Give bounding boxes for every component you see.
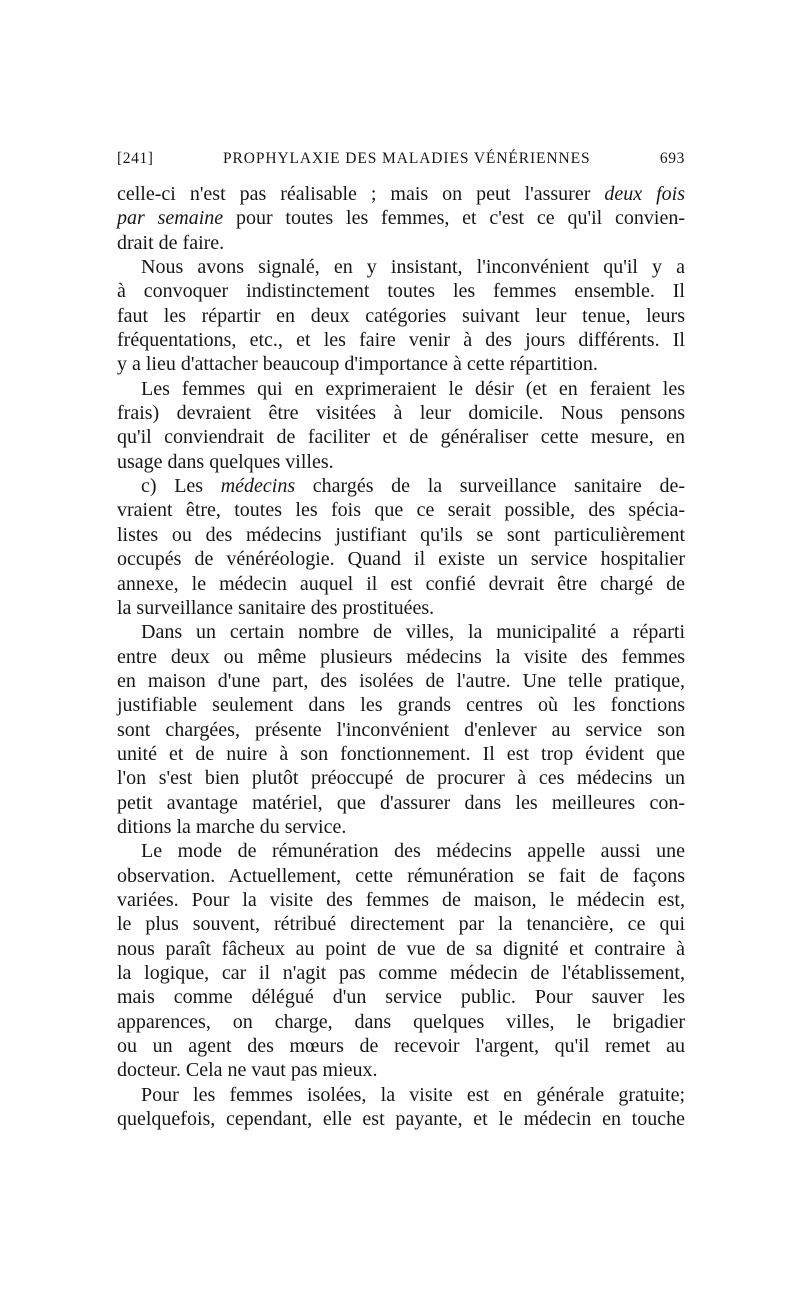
text-run: chargés de la surveillance sanitaire de- xyxy=(295,475,685,498)
italic-text: par semaine xyxy=(117,207,224,230)
text-run: Pour les femmes isolées, la visite est en générale gratuite; xyxy=(141,1083,685,1106)
page-reference: [241] xyxy=(117,150,154,167)
text-run: Nous avons signalé, en y insistant, l'inconvénient qu'il y a xyxy=(141,256,685,279)
text-line xyxy=(117,791,685,815)
text-run: le plus souvent, rétribué directement par la tenancière, ce qui xyxy=(117,913,685,936)
text-run: unité et de nuire à son fonctionnement. Il est trop évident que xyxy=(117,742,685,765)
text-line xyxy=(117,912,685,936)
text-run: quelquefois, cependant, elle est payante, et le médecin en touche xyxy=(117,1108,685,1131)
paragraph xyxy=(117,377,685,474)
text-run: fréquentations, etc., et les faire venir à des jours différents. Il xyxy=(117,329,685,352)
text-line xyxy=(117,474,685,498)
text-line xyxy=(117,547,685,571)
italic-text: deux fois xyxy=(604,183,685,205)
paragraph xyxy=(117,1083,685,1132)
text-run: nous paraît fâcheux au point de vue de sa dignité et contraire à xyxy=(117,937,685,960)
text-line xyxy=(117,304,685,328)
paragraph xyxy=(117,182,685,255)
text-run: petit avantage matériel, que d'assurer dans les meilleures con- xyxy=(117,791,685,814)
running-title: PROPHYLAXIE DES MALADIES VÉNÉRIENNES xyxy=(222,150,591,167)
text-run: y a lieu d'attacher beaucoup d'importance à cette répartition. xyxy=(117,353,598,376)
text-line xyxy=(117,961,685,985)
text-run: c) Les xyxy=(141,475,221,498)
text-line xyxy=(117,1034,685,1058)
text-line xyxy=(117,645,685,669)
text-run: la logique, car il n'agit pas comme médecin de l'établissement, xyxy=(117,962,685,984)
text-run: pour toutes les femmes, et c'est ce qu'il convien- xyxy=(223,207,685,230)
text-line xyxy=(117,377,685,401)
text-run: l'on s'est bien plutôt préoccupé de procurer à ces médecins un xyxy=(117,767,685,790)
paragraph xyxy=(117,620,685,839)
text-line xyxy=(117,596,685,620)
paragraph xyxy=(117,839,685,1082)
text-run: usage dans quelques villes. xyxy=(117,450,334,473)
page-number: 693 xyxy=(659,150,685,167)
text-run: apparences, on charge, dans quelques villes, le brigadier xyxy=(117,1010,685,1033)
text-line xyxy=(117,888,685,912)
text-line xyxy=(117,839,685,863)
paragraph xyxy=(117,474,685,620)
text-line xyxy=(117,985,685,1009)
text-line xyxy=(117,620,685,644)
text-line xyxy=(117,450,685,474)
text-line xyxy=(117,1083,685,1107)
text-run: faut les répartir en deux catégories suivant leur tenue, leurs xyxy=(117,304,685,327)
running-header xyxy=(117,150,685,170)
text-run: docteur. Cela ne vaut pas mieux. xyxy=(117,1059,378,1082)
text-run: drait de faire. xyxy=(117,231,225,254)
italic-text: médecins xyxy=(220,475,296,498)
text-line xyxy=(117,693,685,717)
book-page xyxy=(117,150,685,1131)
text-line xyxy=(117,231,685,255)
text-line xyxy=(117,815,685,839)
text-line xyxy=(117,1010,685,1034)
text-line xyxy=(117,1107,685,1131)
text-line xyxy=(117,498,685,522)
text-run: Les femmes qui en exprimeraient le désir (et en feraient les xyxy=(141,377,685,400)
text-line xyxy=(117,523,685,547)
text-line xyxy=(117,255,685,279)
text-line xyxy=(117,279,685,303)
text-line xyxy=(117,182,685,206)
text-line xyxy=(117,766,685,790)
text-line xyxy=(117,937,685,961)
text-run: ditions la marche du service. xyxy=(117,815,347,838)
text-line xyxy=(117,669,685,693)
text-run: celle-ci n'est pas réalisable ; mais on peut l'assurer xyxy=(117,183,605,205)
text-line xyxy=(117,742,685,766)
text-run: variées. Pour la visite des femmes de maison, le médecin est, xyxy=(117,888,685,911)
text-run: Dans un certain nombre de villes, la municipalité a réparti xyxy=(141,621,685,644)
text-run: ou un agent des mœurs de recevoir l'argent, qu'il remet au xyxy=(117,1035,685,1058)
text-line xyxy=(117,718,685,742)
text-run: mais comme délégué d'un service public. Pour sauver les xyxy=(117,986,685,1009)
text-run: sont chargées, présente l'inconvénient d'enlever au service son xyxy=(117,718,685,741)
text-line xyxy=(117,328,685,352)
body-text xyxy=(117,182,685,1131)
text-run: entre deux ou même plusieurs médecins la visite des femmes xyxy=(117,645,685,668)
paragraph xyxy=(117,255,685,377)
text-run: observation. Actuellement, cette rémunération se fait de façons xyxy=(117,864,685,887)
text-line xyxy=(117,864,685,888)
text-run: justifiable seulement dans les grands centres où les fonctions xyxy=(117,694,685,717)
text-run: qu'il conviendrait de faciliter et de généraliser cette mesure, en xyxy=(117,426,685,449)
text-run: vraient être, toutes les fois que ce serait possible, des spécia- xyxy=(117,499,685,522)
text-run: frais) devraient être visitées à leur domicile. Nous pensons xyxy=(117,402,685,425)
text-line xyxy=(117,1058,685,1082)
text-run: la surveillance sanitaire des prostituées. xyxy=(117,596,435,619)
text-run: listes ou des médecins justifiant qu'ils se sont particulièrement xyxy=(117,523,685,546)
text-run: annexe, le médecin auquel il est confié devrait être chargé de xyxy=(117,572,685,595)
text-line xyxy=(117,572,685,596)
text-line xyxy=(117,425,685,449)
text-run: occupés de vénéréologie. Quand il existe un service hospitalier xyxy=(117,548,685,571)
text-run: en maison d'une part, des isolées de l'autre. Une telle pratique, xyxy=(117,669,685,692)
text-line xyxy=(117,352,685,376)
text-run: à convoquer indistinctement toutes les femmes ensemble. Il xyxy=(117,280,685,303)
text-line xyxy=(117,206,685,230)
text-line xyxy=(117,401,685,425)
text-run: Le mode de rémunération des médecins appelle aussi une xyxy=(141,840,685,863)
